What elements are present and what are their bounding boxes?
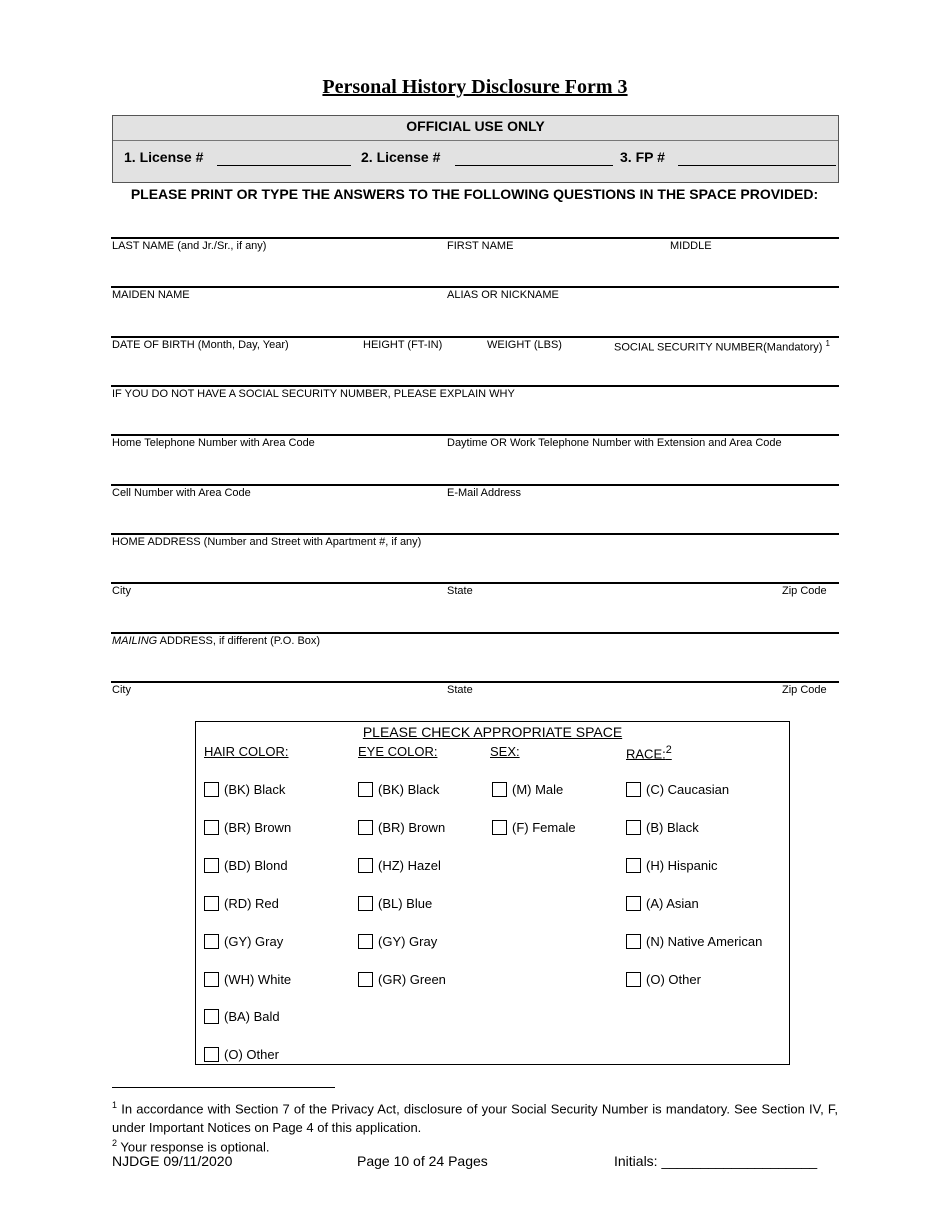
middle-name-label: MIDDLE [670, 240, 712, 252]
hair-option-label: (GY) Gray [224, 934, 284, 949]
official-use-header: OFFICIAL USE ONLY [406, 118, 545, 134]
checkbox[interactable] [204, 934, 219, 949]
footnote-2-text: Your response is optional. [120, 1139, 270, 1155]
race-option[interactable] [626, 896, 699, 911]
hair-option[interactable] [204, 820, 291, 835]
license-2-field[interactable] [455, 165, 613, 166]
license-2-label: 2. License # [361, 149, 441, 165]
alias-label: ALIAS OR NICKNAME [447, 289, 559, 301]
hair-option-label: (BA) Bald [224, 1009, 280, 1024]
sex-option-label: (F) Female [512, 820, 576, 835]
row-rule-cell [111, 484, 839, 486]
eye-option-label: (BL) Blue [378, 896, 433, 911]
sex-option[interactable] [492, 782, 563, 797]
row-rule-city [111, 582, 839, 584]
eye-option-label: (GY) Gray [378, 934, 438, 949]
hair-option-label: (O) Other [224, 1047, 279, 1062]
checkbox[interactable] [204, 858, 219, 873]
row-rule-no-ssn [111, 385, 839, 387]
city-label: City [112, 585, 131, 597]
race-option-label: (C) Caucasian [646, 782, 730, 797]
row-rule-dob [111, 336, 839, 338]
hair-option[interactable] [204, 1009, 280, 1024]
checkbox[interactable] [626, 782, 641, 797]
sex-option[interactable] [492, 820, 576, 835]
hair-option[interactable] [204, 782, 285, 797]
fp-label: 3. FP # [620, 149, 665, 165]
city-2-label: City [112, 684, 131, 696]
checkbox[interactable] [358, 972, 373, 987]
row-rule-home-address [111, 533, 839, 535]
race-option[interactable] [626, 858, 718, 873]
race-option-label: (H) Hispanic [646, 858, 718, 873]
checkbox-section [195, 721, 790, 1065]
check-title: PLEASE CHECK APPROPRIATE SPACE [362, 724, 623, 740]
hair-option[interactable] [204, 934, 283, 949]
hair-option-label: (BK) Black [224, 782, 286, 797]
eye-option[interactable] [358, 896, 432, 911]
race-option-label: (N) Native American [646, 934, 763, 949]
hair-option[interactable] [204, 896, 279, 911]
checkbox[interactable] [626, 820, 641, 835]
footnote-2-number: 2 [112, 1138, 118, 1148]
race-option-label: (B) Black [646, 820, 699, 835]
eye-option-label: (BK) Black [378, 782, 440, 797]
ssn-footnote-ref: 1 [825, 339, 830, 348]
last-name-label: LAST NAME (and Jr./Sr., if any) [112, 240, 267, 252]
form-id: NJDGE 09/11/2020 [112, 1153, 233, 1169]
hair-option[interactable] [204, 858, 288, 873]
checkbox[interactable] [358, 820, 373, 835]
race-option[interactable] [626, 820, 699, 835]
mailing-address-label [112, 635, 320, 647]
race-option[interactable] [626, 972, 701, 987]
instructions: PLEASE PRINT OR TYPE THE ANSWERS TO THE FOLLOWING QUESTIONS IN THE SPACE PROVIDED: [130, 186, 819, 202]
eye-option[interactable] [358, 934, 437, 949]
race-heading [626, 744, 672, 761]
eye-option[interactable] [358, 782, 439, 797]
dob-label: DATE OF BIRTH (Month, Day, Year) [112, 339, 289, 351]
footnote-1 [112, 1096, 838, 1137]
eye-option[interactable] [358, 972, 446, 987]
hair-option-label: (WH) White [224, 972, 292, 987]
checkbox[interactable] [358, 896, 373, 911]
checkbox[interactable] [626, 934, 641, 949]
checkbox[interactable] [204, 1047, 219, 1062]
zip-label: Zip Code [782, 585, 827, 597]
official-use-box [112, 115, 839, 183]
checkbox[interactable] [204, 1009, 219, 1024]
first-name-label: FIRST NAME [447, 240, 514, 252]
cell-label: Cell Number with Area Code [112, 487, 251, 499]
checkbox[interactable] [204, 782, 219, 797]
race-option[interactable] [626, 782, 729, 797]
hair-option[interactable] [204, 1047, 279, 1062]
home-address-label: HOME ADDRESS (Number and Street with Apartment #, if any) [112, 536, 422, 548]
work-phone-label: Daytime OR Work Telephone Number with Extension and Area Code [447, 437, 782, 449]
eye-color-heading: EYE COLOR: [358, 744, 438, 759]
hair-option[interactable] [204, 972, 291, 987]
checkbox[interactable] [358, 782, 373, 797]
eye-option[interactable] [358, 858, 441, 873]
ssn-label-text: SOCIAL SECURITY NUMBER(Mandatory) [614, 341, 823, 354]
checkbox[interactable] [626, 896, 641, 911]
sex-option-label: (M) Male [512, 782, 564, 797]
hair-option-label: (BD) Blond [224, 858, 288, 873]
state-2-label: State [447, 684, 473, 696]
hair-color-heading: HAIR COLOR: [204, 744, 289, 759]
race-heading-text: RACE: [626, 746, 666, 762]
home-phone-label: Home Telephone Number with Area Code [112, 437, 315, 449]
race-footnote-ref: 2 [665, 744, 672, 756]
eye-option[interactable] [358, 820, 445, 835]
mailing-italic: MAILING [112, 635, 158, 647]
state-label: State [447, 585, 473, 597]
license-1-label: 1. License # [124, 149, 204, 165]
row-rule-city-2 [111, 681, 839, 683]
height-label: HEIGHT (FT-IN) [363, 339, 443, 351]
hair-option-label: (RD) Red [224, 896, 279, 911]
row-rule-phone [111, 434, 839, 436]
footnote-1-text: In accordance with Section 7 of the Privacy Act, disclosure of your Social Security Number is mandatory. See Section IV, F, under Important Notices on Page 4 of this application. [112, 1101, 838, 1136]
eye-option-label: (GR) Green [378, 972, 446, 987]
footnote-1-number: 1 [112, 1100, 118, 1110]
fp-field[interactable] [678, 165, 836, 166]
zip-2-label: Zip Code [782, 684, 827, 696]
weight-label: WEIGHT (LBS) [487, 339, 562, 351]
checkbox[interactable] [358, 858, 373, 873]
license-1-field[interactable] [217, 165, 351, 166]
checkbox[interactable] [204, 972, 219, 987]
checkbox[interactable] [626, 858, 641, 873]
row-rule-mailing [111, 632, 839, 634]
checkbox[interactable] [626, 972, 641, 987]
initials-field[interactable]: Initials: ____________________ [614, 1153, 818, 1169]
checkbox[interactable] [358, 934, 373, 949]
official-divider [113, 140, 838, 141]
row-rule-name [111, 237, 839, 239]
race-option[interactable] [626, 934, 762, 949]
eye-option-label: (BR) Brown [378, 820, 446, 835]
race-option-label: (A) Asian [646, 896, 699, 911]
sex-heading: SEX: [490, 744, 520, 759]
email-label: E-Mail Address [447, 487, 521, 499]
no-ssn-label: IF YOU DO NOT HAVE A SOCIAL SECURITY NUMBER, PLEASE EXPLAIN WHY [112, 388, 515, 400]
mailing-rest: ADDRESS, if different (P.O. Box) [157, 635, 321, 647]
hair-option-label: (BR) Brown [224, 820, 292, 835]
eye-option-label: (HZ) Hazel [378, 858, 441, 873]
checkbox[interactable] [204, 896, 219, 911]
row-rule-maiden [111, 286, 839, 288]
footnote-separator [112, 1087, 335, 1088]
maiden-name-label: MAIDEN NAME [112, 289, 190, 301]
page-title: Personal History Disclosure Form 3 [322, 76, 628, 98]
checkbox[interactable] [492, 820, 507, 835]
checkbox[interactable] [204, 820, 219, 835]
page-number: Page 10 of 24 Pages [357, 1153, 488, 1169]
ssn-label [614, 339, 830, 354]
race-option-label: (O) Other [646, 972, 701, 987]
checkbox[interactable] [492, 782, 507, 797]
